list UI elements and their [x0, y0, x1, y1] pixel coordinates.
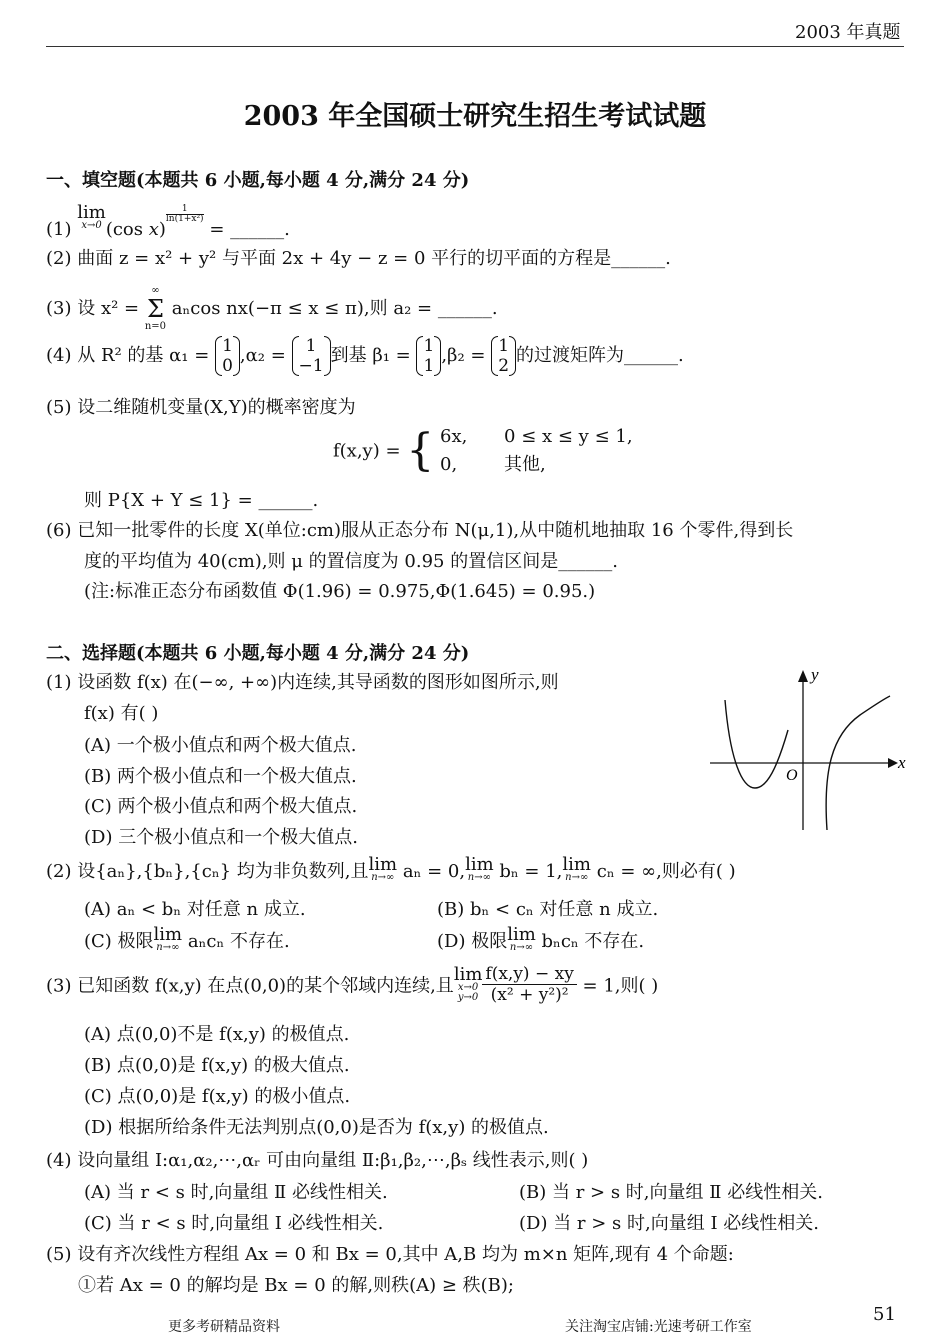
s1-q1-exponent [166, 205, 204, 224]
s2-q1-line1: (1) 设函数 f(x) 在(−∞, +∞)内连续,其导函数的图形如图所示,则 [46, 672, 559, 693]
s2-q3-option-d: (D) 根据所给条件无法判别点(0,0)是否为 f(x,y) 的极值点. [84, 1117, 549, 1138]
s2-q5-stem: (5) 设有齐次线性方程组 Ax = 0 和 Bx = 0,其中 A,B 均为 m×n 矩阵,现有 4 个命题: [46, 1244, 734, 1265]
section2-heading: 二、选择题(本题共 6 小题,每小题 4 分,满分 24 分) [46, 643, 470, 664]
s2-q3-option-b: (B) 点(0,0)是 f(x,y) 的极大值点. [84, 1055, 350, 1076]
s1-q1-exp-bottom: ln(1+x²) [165, 214, 204, 224]
s2-q3-suffix: = 1,则( ) [582, 975, 659, 997]
page-number: 51 [873, 1304, 896, 1325]
s1-q1-lim-sub: x→0 [81, 220, 102, 231]
s2-q2-c1: aₙ = 0, [402, 861, 466, 882]
s2-q4-stem: (4) 设向量组 Ⅰ:α₁,α₂,⋯,αᵣ 可由向量组 Ⅱ:β₁,β₂,⋯,βₛ 线性表示,则( ) [46, 1150, 589, 1171]
s2-q3-option-a: (A) 点(0,0)不是 f(x,y) 的极值点. [84, 1024, 350, 1045]
s2-q3 [46, 964, 658, 1005]
s2-q3-fraction [482, 964, 576, 1005]
s1-q1-blank: = ______. [209, 219, 290, 240]
s1-q2: (2) 曲面 z = x² + y² 与平面 2x + 4y − z = 0 平行的切平面的方程是______. [46, 248, 671, 269]
derivative-graph [700, 660, 910, 840]
s2-q1-option-c: (C) 两个极小值点和两个极大值点. [84, 796, 358, 817]
s1-q4 [46, 336, 684, 376]
s1-q3 [46, 285, 498, 333]
graph-y-label: y [811, 665, 819, 684]
s2-q4-option-b: (B) 当 r > s 时,向量组 Ⅱ 必线性相关. [519, 1182, 823, 1203]
s1-q6-note: (注:标准正态分布函数值 Φ(1.96) = 0.975,Φ(1.645) = 0.95.) [84, 581, 596, 602]
s1-q4-mid1: ,α₂ = [239, 345, 286, 366]
s2-q2-optc-lim: lim n→∞ [153, 924, 183, 953]
s2-q3-prefix: (3) 已知函数 f(x,y) 在点(0,0)的某个邻域内连续,且 [46, 975, 454, 997]
s2-q2-c2: bₙ = 1, [499, 861, 563, 882]
s1-q5-case1-cond: 0 ≤ x ≤ y ≤ 1, [504, 426, 633, 447]
s1-q4-prefix: (4) 从 R² 的基 α₁ = [46, 345, 210, 366]
s2-q1-option-d: (D) 三个极小值点和一个极大值点. [84, 827, 358, 848]
s2-q1-line2: f(x) 有( ) [84, 703, 159, 724]
s2-q3-denominator: (x² + y²)² [490, 985, 569, 1005]
s2-q4-option-d: (D) 当 r > s 时,向量组 Ⅰ 必线性相关. [519, 1213, 820, 1234]
s1-q1-lim: lim x→0 [77, 202, 106, 231]
s2-q2-option-a: (A) aₙ < bₙ 对任意 n 成立. [84, 899, 306, 920]
s2-q5-prop1: ①若 Ax = 0 的解均是 Bx = 0 的解,则秩(A) ≥ 秩(B); [78, 1275, 514, 1296]
s2-q1-option-a: (A) 一个极小值点和两个极大值点. [84, 735, 357, 756]
s1-q3-sum-bottom: n=0 [144, 321, 167, 332]
s1-q5-f-lhs: f(x,y) = [333, 440, 401, 462]
s1-q4-beta1-vector: 1 1 [416, 336, 441, 376]
footer-right: 关注淘宝店铺:光速考研工作室 [565, 1319, 752, 1335]
s2-q2-lim1: lim n→∞ [368, 854, 398, 883]
graph-curve-left [725, 700, 788, 788]
s1-q5-then: 则 P{X + Y ≤ 1} = ______. [84, 490, 319, 511]
s2-q2-option-c: (C) 极限lim n→∞ aₙcₙ 不存在. [84, 924, 290, 953]
s2-q4-option-c: (C) 当 r < s 时,向量组 Ⅰ 必线性相关. [84, 1213, 384, 1234]
s1-q5-brace: { [406, 425, 435, 476]
s2-q1-option-b: (B) 两个极小值点和一个极大值点. [84, 766, 357, 787]
s2-q2-lim3: lim n→∞ [562, 854, 591, 883]
s1-q5-density [333, 423, 633, 479]
s1-q1-num: (1) [46, 219, 72, 240]
s1-q1: (1) lim x→0 (cos x) $\frac{1}{\text{ln(1+x²)}}$ = ______. [46, 202, 290, 240]
s1-q6-line1: (6) 已知一批零件的长度 X(单位:cm)服从正态分布 N(μ,1),从中随机地抽取 16 个零件,得到长 [46, 520, 794, 541]
s2-q2-optd-lim: lim n→∞ [507, 924, 536, 953]
s1-q3-suffix: aₙcos nx(−π ≤ x ≤ π),则 a₂ = ______. [171, 298, 498, 319]
section1-heading: 一、填空题(本题共 6 小题,每小题 4 分,满分 24 分) [46, 170, 470, 191]
graph-x-label: x [898, 753, 906, 772]
s2-q2-option-d: (D) 极限lim n→∞ bₙcₙ 不存在. [437, 924, 645, 953]
footer-left: 更多考研精品资料 [168, 1319, 280, 1335]
s1-q4-alpha1-vector: 1 0 [215, 336, 240, 376]
s1-q1-exp-top: 1 [166, 205, 204, 215]
page-header-label: 2003 年真题 [795, 22, 901, 43]
s1-q5-stem: (5) 设二维随机变量(X,Y)的概率密度为 [46, 397, 356, 418]
s1-q5-case1-val: 6x, [440, 426, 468, 447]
s2-q3-option-c: (C) 点(0,0)是 f(x,y) 的极小值点. [84, 1086, 351, 1107]
graph-y-arrow [798, 670, 808, 682]
s2-q2-prefix: (2) 设{aₙ},{bₙ},{cₙ} 均为非负数列,且 [46, 861, 369, 882]
s2-q2-c3: cₙ = ∞,则必有( ) [596, 861, 736, 882]
s1-q4-mid3: ,β₂ = [441, 345, 486, 366]
s1-q4-mid2: 到基 β₁ = [330, 345, 411, 366]
s2-q3-numerator: f(x,y) − xy [482, 964, 576, 985]
s2-q3-lim: lim x→0 y→0 [453, 963, 483, 1003]
s1-q4-beta2-vector: 1 2 [491, 336, 516, 376]
s1-q4-suffix: 的过渡矩阵为______. [516, 345, 684, 366]
s1-q4-alpha2-vector: 1 −1 [292, 336, 331, 376]
s2-q2-option-b: (B) bₙ < cₙ 对任意 n 成立. [437, 899, 659, 920]
s2-q4-option-a: (A) 当 r < s 时,向量组 Ⅱ 必线性相关. [84, 1182, 388, 1203]
header-rule [46, 46, 904, 47]
s1-q5-cases [440, 423, 633, 479]
s1-q3-sum: ∞ Σ n=0 [144, 285, 167, 332]
s1-q6-line2: 度的平均值为 40(cm),则 μ 的置信度为 0.95 的置信区间是______. [84, 551, 618, 572]
graph-origin-label: O [786, 767, 798, 784]
s2-q2-lim2: lim n→∞ [465, 854, 494, 883]
s1-q5-case2-val: 0, [440, 454, 458, 475]
s2-q2 [46, 854, 736, 883]
s1-q3-sum-top: ∞ [151, 285, 160, 296]
s1-q5-case2-cond: 其他, [504, 454, 546, 475]
s1-q3-prefix: (3) 设 x² = [46, 298, 140, 319]
page-title: 2003 年全国硕士研究生招生考试试题 [243, 101, 707, 132]
graph-x-arrow [888, 758, 898, 768]
